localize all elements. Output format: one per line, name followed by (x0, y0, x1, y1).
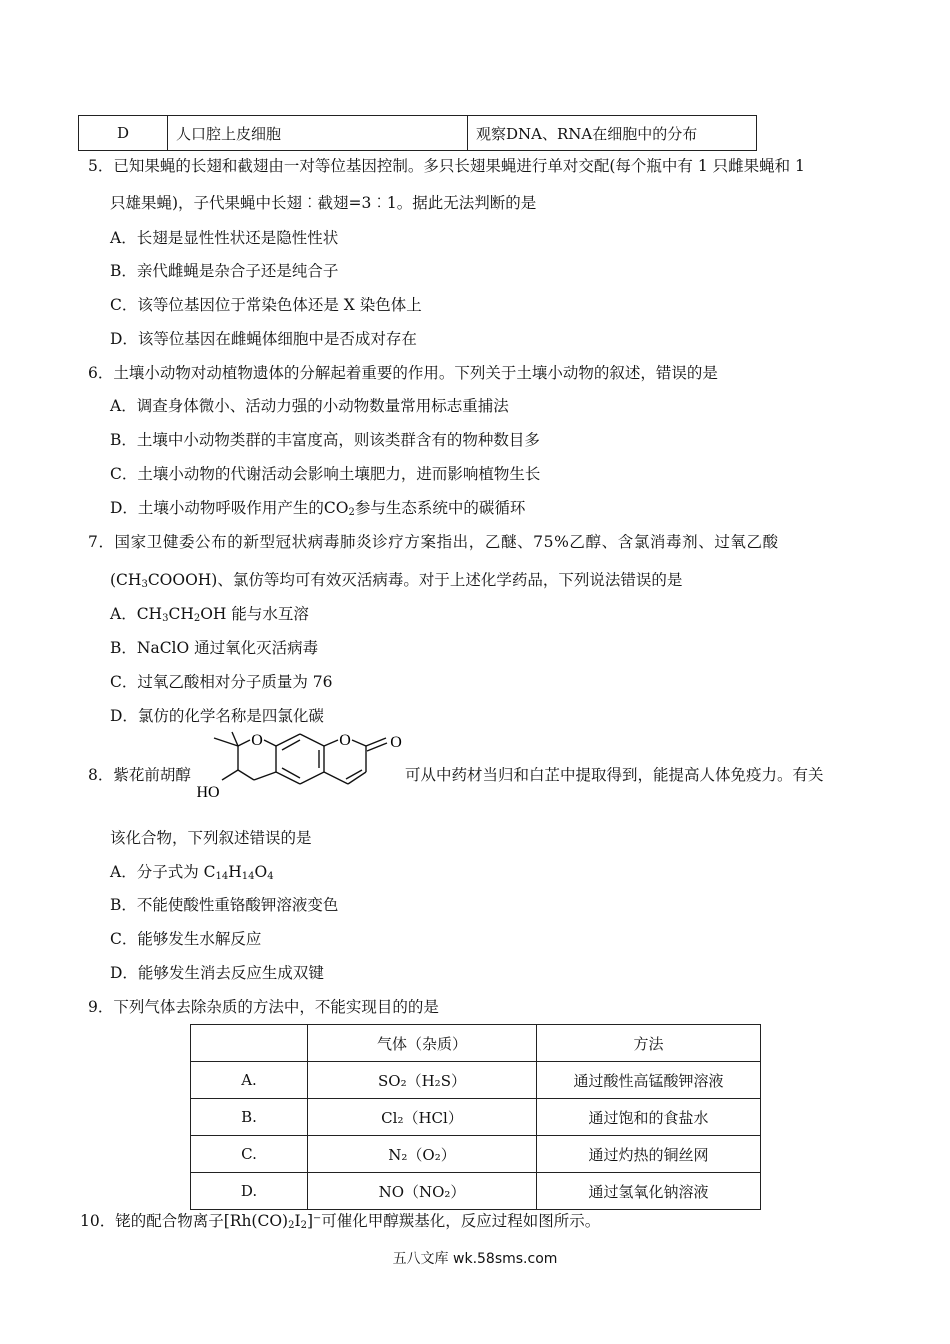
q10-line1 (80, 1209, 600, 1231)
table-row (191, 1136, 761, 1173)
carbonyl-oxygen-label: O (390, 734, 402, 751)
q5-option-c: C．该等位基因位于常染色体还是 X 染色体上 (110, 296, 422, 314)
gas-cell: Cl₂（HCl） (308, 1099, 537, 1136)
top-table (78, 115, 757, 151)
q6-option-d (110, 496, 525, 518)
text: COOOH)、氯仿等均可有效灭活病毒。对于上述化学药品，下列说法错误的是 (147, 571, 683, 589)
table-row (191, 1099, 761, 1136)
q5-option-a: A．长翅是显性性状还是隐性性状 (110, 229, 339, 247)
text: CH (168, 605, 194, 623)
subscript: 2 (288, 1220, 295, 1231)
q6-option-b: B．土壤中小动物类群的丰富度高，则该类群含有的物种数目多 (110, 431, 540, 449)
text: 10．铑的配合物离子[Rh(CO) (80, 1212, 289, 1230)
text: A．CH (110, 605, 163, 623)
subscript: 2 (348, 507, 355, 518)
text: 可催化甲醇羰基化，反应过程如图所示。 (321, 1212, 601, 1230)
q5-line1: 5．已知果蝇的长翅和截翅由一对等位基因控制。多只长翅果蝇进行单对交配(每个瓶中有 1 只雌果蝇和 1 (88, 157, 805, 175)
subscript: 14 (241, 871, 255, 882)
q8-line2: 该化合物，下列叙述错误的是 (110, 829, 312, 847)
text: (CH (110, 571, 142, 589)
text: H (228, 863, 242, 881)
table-cell: 观察DNA、RNA在细胞中的分布 (468, 116, 757, 151)
q5-option-b: B．亲代雌蝇是杂合子还是纯合子 (110, 262, 339, 280)
subscript: 4 (267, 871, 274, 882)
method-cell: 通过饱和的食盐水 (537, 1099, 761, 1136)
method-cell: 通过酸性高锰酸钾溶液 (537, 1062, 761, 1099)
q7-option-a (110, 602, 309, 624)
table-row (191, 1062, 761, 1099)
oxygen-label: O (339, 732, 351, 749)
table-header (191, 1025, 308, 1062)
q8-option-a (110, 860, 274, 882)
q7-line1: 7．国家卫健委公布的新型冠状病毒肺炎诊疗方案指出，乙醚、75%乙醇、含氯消毒剂、过氧乙酸 (88, 533, 779, 551)
gas-cell: SO₂（H₂S） (308, 1062, 537, 1099)
q7-option-d: D．氯仿的化学名称是四氯化碳 (110, 707, 324, 725)
structure-bonds (214, 732, 387, 784)
oxygen-label: O (251, 732, 263, 749)
impurity-table (190, 1024, 761, 1210)
q8-option-d: D．能够发生消去反应生成双键 (110, 964, 324, 982)
text: A．分子式为 C (110, 863, 216, 881)
table-row (191, 1173, 761, 1210)
q8-option-b: B．不能使酸性重铬酸钾溶液变色 (110, 896, 339, 914)
subscript: 3 (162, 613, 169, 624)
row-label: C. (191, 1136, 308, 1173)
table-header: 气体（杂质） (308, 1025, 537, 1062)
q6-line1: 6．土壤小动物对动植物遗体的分解起着重要的作用。下列关于土壤小动物的叙述，错误的是 (88, 364, 718, 382)
compound-structure (194, 728, 406, 804)
q6-option-a: A．调查身体微小、活动力强的小动物数量常用标志重捕法 (110, 397, 509, 415)
row-label: D. (191, 1173, 308, 1210)
table-row (79, 116, 757, 151)
text: O (254, 863, 268, 881)
text: 参与生态系统中的碳循环 (354, 499, 526, 517)
table-header-row (191, 1025, 761, 1062)
q6-option-c: C．土壤小动物的代谢活动会影响土壤肥力，进而影响植物生长 (110, 465, 541, 483)
table-cell: 人口腔上皮细胞 (168, 116, 468, 151)
row-label: A. (191, 1062, 308, 1099)
text: ]⁻ (306, 1212, 322, 1230)
hydroxyl-label: HO (196, 784, 220, 801)
page-footer: 五八文库 wk.58sms.com (392, 1251, 558, 1267)
table-cell: D (79, 116, 168, 151)
text: OH 能与水互溶 (200, 605, 309, 623)
q5-option-d: D．该等位基因在雌蝇体细胞中是否成对存在 (110, 330, 417, 348)
q9-line1: 9．下列气体去除杂质的方法中，不能实现目的的是 (88, 998, 439, 1016)
subscript: 2 (193, 613, 201, 624)
method-cell: 通过灼热的铜丝网 (537, 1136, 761, 1173)
subscript: 3 (141, 579, 148, 590)
text: D．土壤小动物呼吸作用产生的CO (110, 499, 349, 517)
subscript: 14 (215, 871, 229, 882)
q7-line2 (110, 568, 682, 590)
q7-option-b: B．NaClO 通过氧化灭活病毒 (110, 639, 319, 657)
q5-line2: 只雄果蝇)，子代果蝇中长翅︰截翅=3︰1。据此无法判断的是 (110, 194, 537, 212)
table-header: 方法 (537, 1025, 761, 1062)
subscript: 2 (300, 1220, 307, 1231)
row-label: B. (191, 1099, 308, 1136)
text: I (294, 1212, 301, 1230)
q8-option-c: C．能够发生水解反应 (110, 930, 262, 948)
method-cell: 通过氢氧化钠溶液 (537, 1173, 761, 1210)
q7-option-c: C．过氧乙酸相对分子质量为 76 (110, 673, 333, 691)
gas-cell: NO（NO₂） (308, 1173, 537, 1210)
q8-line1-pre: 8．紫花前胡醇 (88, 766, 191, 784)
gas-cell: N₂（O₂） (308, 1136, 537, 1173)
q8-line1-post: 可从中药材当归和白芷中提取得到，能提高人体免疫力。有关 (405, 766, 824, 784)
